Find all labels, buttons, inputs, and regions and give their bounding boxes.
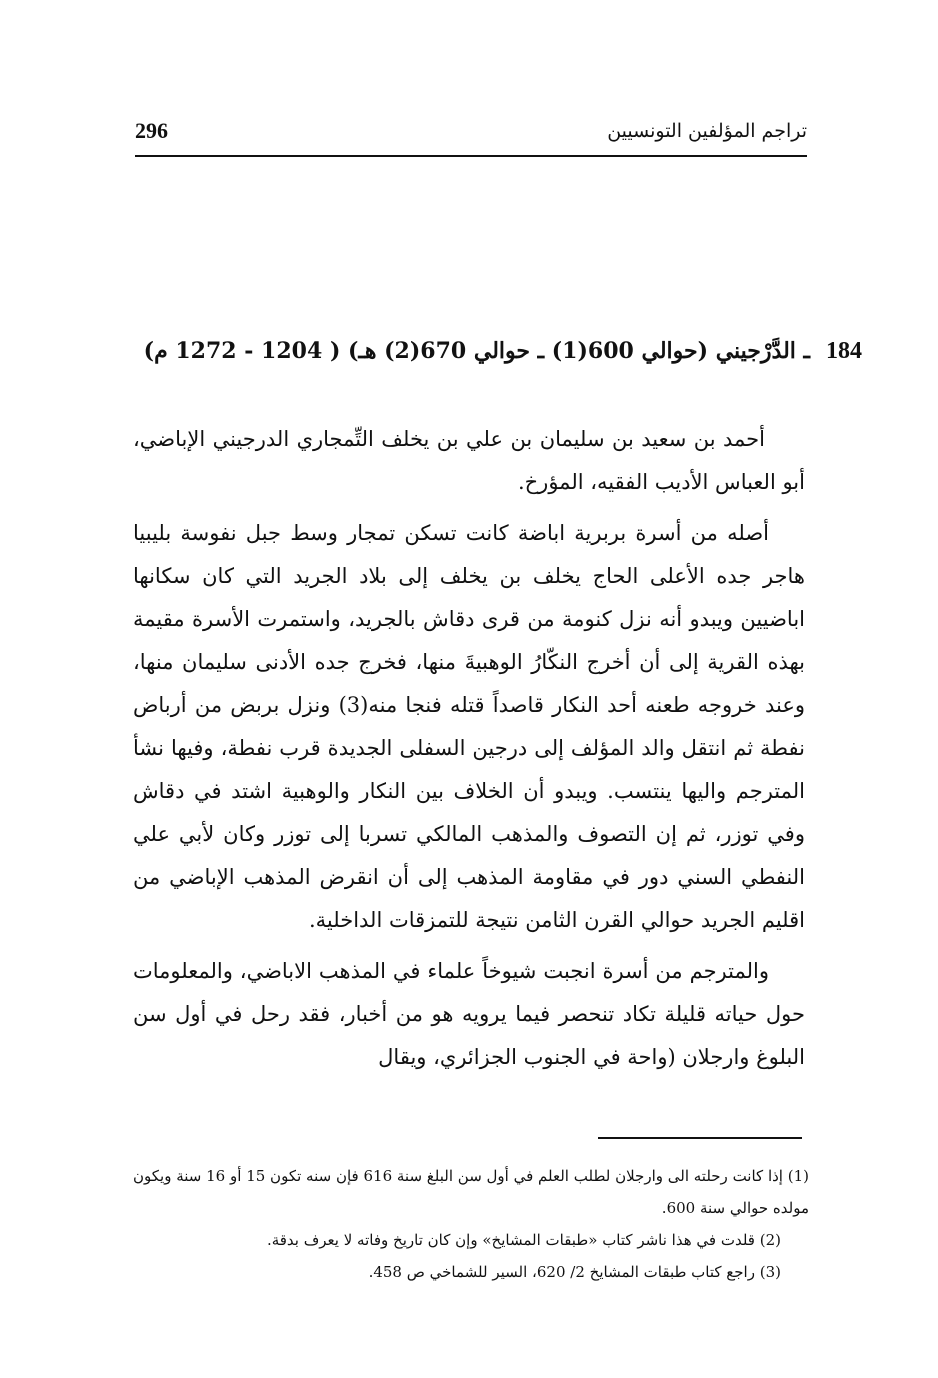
paragraph: والمترجم من أسرة انجبت شيوخاً علماء في المذهب الاباضي، والمعلومات حول حياته قليلة تكاد تنحصر فيما يرويه هو من أخبار، فقد رحل في أول سن البلوغ وارجلان (واحة في الجنوب الجزائري، ويقال (133, 959, 805, 1069)
running-title: تراجم المؤلفين التونسيين (607, 120, 807, 142)
footnote: (2) قلدت في هذا ناشر كتاب «طبقات المشايخ» وإن كان تاريخ وفاته لا يعرف بدقة. (266, 1231, 781, 1249)
footnotes (133, 1160, 809, 1288)
paragraph: أصله من أسرة بربرية اباضة كانت تسكن تمجار وسط جبل نفوسة بليبيا هاجر جده الأعلى الحاج يخلف بن يخلف إلى بلاد الجريد التي كان سكانها اباضيين ويبدو أنه نزل كنومة من قرى دقاش بالجريد، واستمرت الأسرة مقيمة بهذه القرية إلى أن أخرج النكّارُ الوهبيةَ منها، فخرج جده الأدنى سليمان منها، وعند خروجه طعنه أحد النكار قاصداً قتله فنجا منه(3) ونزل بربض من أرباض نفطة ثم انتقل والد المؤلف إلى درجين السفلى الجديدة قرب نفطة، وفيها نشأ المترجم واليها ينتسب. ويبدو أن الخلاف بين النكار والوهبية اشتد في دقاش وفي توزر، ثم إن التصوف والمذهب المالكي تسربا إلى توزر وكان لأبي علي النفطي السني دور في مقاومة المذهب إلى أن انقرض المذهب الإباضي من اقليم الجريد حوالي القرن الثامن نتيجة للتمزقات الداخلية. (133, 521, 806, 932)
body-text (133, 418, 805, 1087)
footnote-rule (598, 1137, 802, 1139)
entry-heading-line (130, 338, 862, 378)
entry-number: 184 (826, 338, 862, 364)
paragraph: أحمد بن سعيد بن سليمان بن علي بن يخلف التِّمجاري الدرجيني الإباضي، أبو العباس الأديب الفقيه، المؤرخ. (133, 427, 805, 494)
entry-heading: ـ الدَّرْجيني (حوالي 600(1) ـ حوالي 670(2) هـ) ( 1204 - 1272 م) (143, 338, 810, 364)
header-rule (135, 155, 807, 157)
footnote: (3) راجع كتاب طبقات المشايخ 2/ 620، السير للشماخي ص 458. (368, 1263, 781, 1281)
page-header (135, 112, 807, 156)
page-number: 296 (135, 118, 168, 143)
footnote: (1) إذا كانت رحلته الى وارجلان لطلب العلم في أول سن البلغ سنة 616 فإن سنه تكون 15 أو 16 سنة ويكون مولده حوالي سنة 600. (133, 1167, 809, 1217)
